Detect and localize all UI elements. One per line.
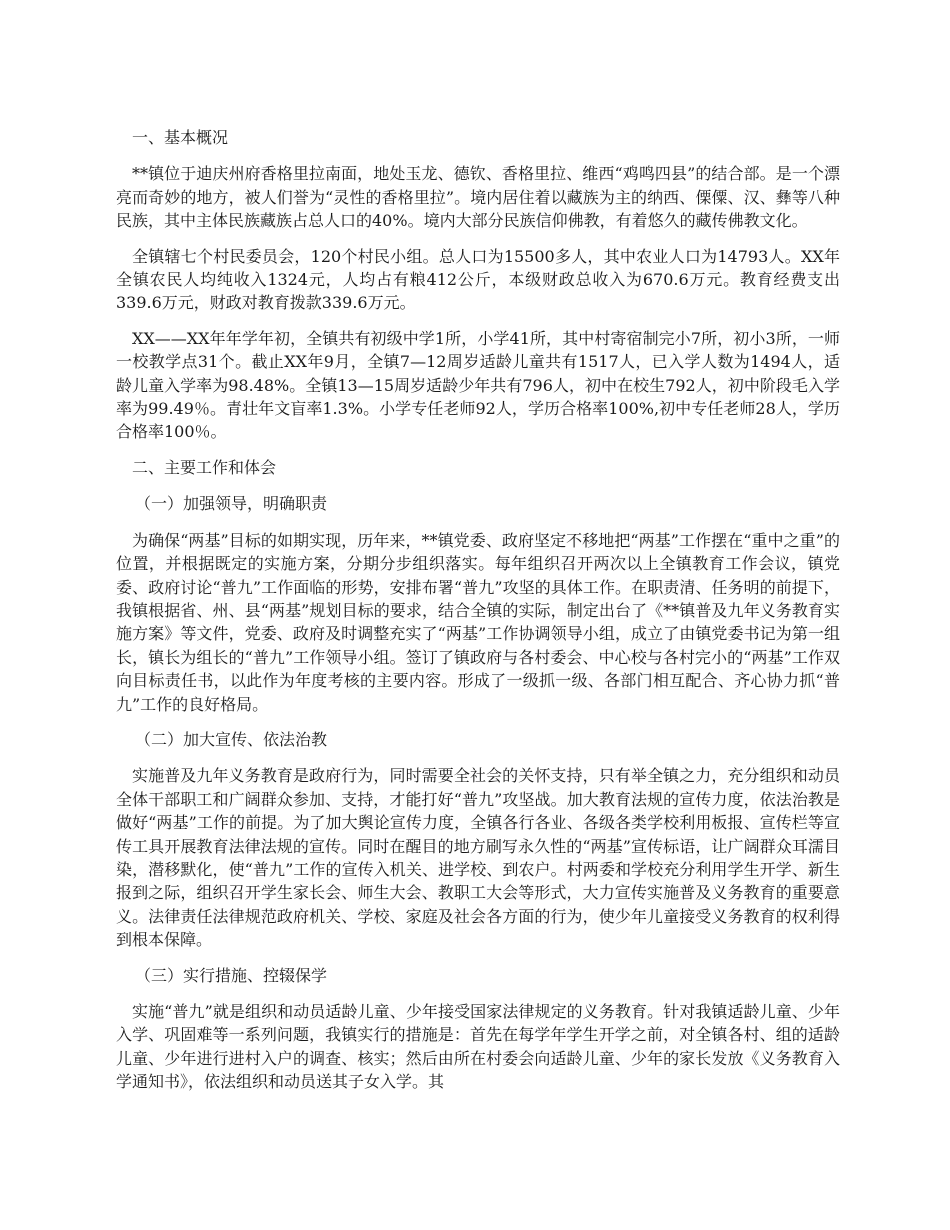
subheading-leadership: （一）加强领导，明确职责 (135, 494, 328, 514)
paragraph-location: **镇位于迪庆州府香格里拉南面，地处玉龙、德钦、香格里拉、维西“鸡鸣四县”的结合部。是一个漂亮而奇妙的地方，被人们誉为“灵性的香格里拉”。境内居住着以藏族为主的纳西、傈僳、汉、彝等八种民族，其中主体民族藏族占总人口的40%。境内大部分民族信仰佛教，有着悠久的藏传佛教文化。 (116, 164, 840, 231)
paragraph-publicity: 实施普及九年义务教育是政府行为，同时需要全社会的关怀支持，只有举全镇之力，充分组织和动员全体干部职工和广阔群众参加、支持，才能打好“普九”攻坚战。加大教育法规的宣传力度，依法治教是做好“两基”工作的前提。为了加大舆论宣传力度，全镇各行各业、各级各类学校利用板报、宣传栏等宣传工具开展教育法律法规的宣传。同时在醒目的地方刷写永久性的“两基”宣传标语，让广阔群众耳濡目染，潜移默化，使“普九”工作的宣传入机关、进学校、到农户。村两委和学校充分利用学生开学、新生报到之际，组织召开学生家长会、师生大会、教职工大会等形式，大力宣传实施普及义务教育的重要意义。法律责任法律规范政府机关、学校、家庭及社会各方面的行为，使少年儿童接受义务教育的权利得到根本保障。 (116, 766, 840, 950)
paragraph-leadership: 为确保“两基”目标的如期实现，历年来，**镇党委、政府坚定不移地把“两基”工作摆在“重中之重”的位置，并根据既定的实施方案，分期分步组织落实。每年组织召开两次以上全镇教育工作会议，镇党委、政府讨论“普九”工作面临的形势，安排布署“普九”攻坚的具体工作。在职责清、任务明的前提下，我镇根据省、州、县“两基”规划目标的要求，结合全镇的实际，制定出台了《**镇普及九年义务教育实施方案》等文件，党委、政府及时调整充实了“两基”工作协调领导小组，成立了由镇党委书记为第一组长，镇长为组长的“普九”工作领导小组。签订了镇政府与各村委会、中心校与各村完小的“两基”工作双向目标责任书，以此作为年度考核的主要内容。形成了一级抓一级、各部门相互配合、齐心协力抓“普九”工作的良好格局。 (116, 530, 840, 714)
paragraph-measures: 实施“普九”就是组织和动员适龄儿童、少年接受国家法律规定的义务教育。针对我镇适龄儿童、少年入学、巩固难等一系列问题，我镇实行的措施是：首先在每学年学生开学之前，对全镇各村、组的适龄儿童、少年进行进村入户的调查、核实；然后由所在村委会向适龄儿童、少年的家长发放《义务教育入学通知书》，依法组织和动员送其子女入学。其 (116, 1002, 840, 1092)
subheading-measures: （三）实行措施、控辍保学 (135, 965, 328, 985)
document-body (116, 126, 840, 1106)
paragraph-schools: XX——XX年年学年初，全镇共有初级中学1所，小学41所，其中村寄宿制完小7所，初小3所，一师一校教学点31个。截止XX年9月，全镇7—12周岁适龄儿童共有1517人，已入学人数为1494人，适龄儿童入学率为98.48%。全镇13—15周岁适龄少年共有796人，初中在校生792人，初中阶段毛入学率为99.49％。青壮年文盲率1.3%。小学专任老师92人，学历合格率100%,初中专任老师28人，学历合格率100％。 (116, 328, 840, 442)
paragraph-population: 全镇辖七个村民委员会，120个村民小组。总人口为15500多人，其中农业人口为14793人。XX年全镇农民人均纯收入1324元，人均占有粮412公斤，本级财政总收入为670.6万元。教育经费支出339.6万元，财政对教育拨款339.6万元。 (116, 246, 840, 313)
section-heading-overview: 一、基本概况 (132, 128, 229, 147)
subheading-publicity: （二）加大宣传、依法治教 (135, 729, 328, 749)
section-heading-work: 二、主要工作和体会 (132, 457, 277, 477)
